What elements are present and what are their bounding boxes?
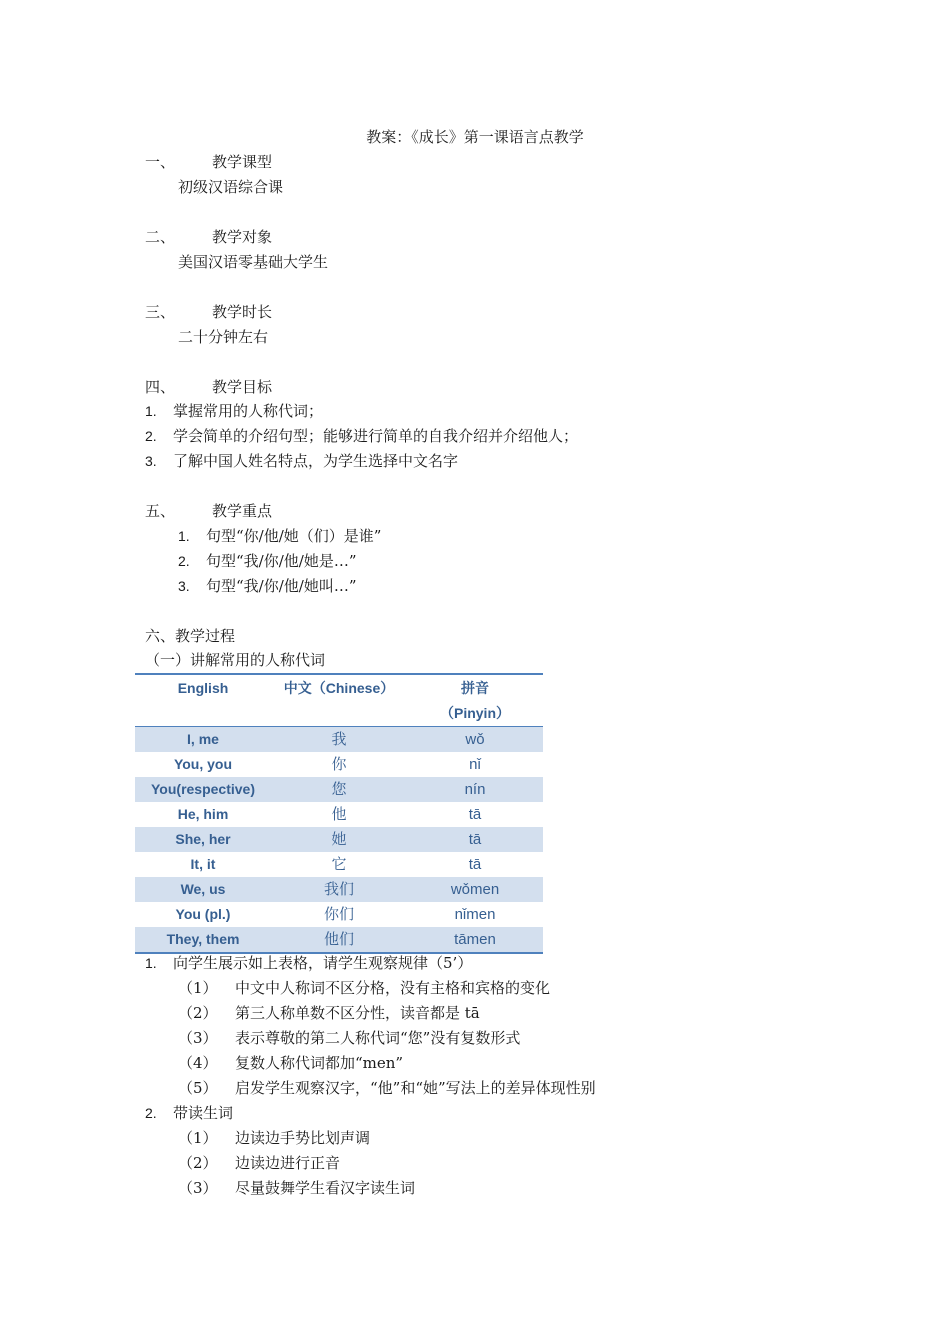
section-number: 四、 [145,378,176,396]
sub-item [178,1126,370,1151]
section-title: 教学目标 [212,378,273,396]
sub-number: （1） [178,1129,218,1147]
key-point-item [178,524,381,549]
table-row [135,927,543,953]
pinyin-cell: nǐ [469,756,481,773]
pinyin-cell: nǐmen [454,906,496,923]
column-header-chinese: 中文（Chinese） [271,674,407,727]
chinese-cell: 他们 [271,927,407,953]
step-item [145,1101,233,1126]
sub-text: 复数人称代词都加“men” [235,1054,404,1072]
section-title: 教学重点 [212,502,273,520]
table-row [135,752,543,777]
sub-number: （4） [178,1054,218,1072]
pinyin-cell: tā [468,806,482,823]
list-number: 3. [145,453,157,469]
section-title: 教学时长 [212,303,273,321]
section-title: 教学课型 [212,153,273,171]
pronoun-table [135,673,543,954]
list-text: 了解中国人姓名特点，为学生选择中文名字 [173,452,459,470]
english-cell: You (pl.) [175,906,231,922]
sub-text: 第三人称单数不区分性，读音都是 tā [235,1004,480,1022]
sub-text: 中文中人称词不区分格，没有主格和宾格的变化 [235,979,551,997]
sub-text: 边读边进行正音 [235,1154,341,1172]
list-text: 句型“我/你/他/她是…” [206,552,357,570]
sub-text: 启发学生观察汉字，“他”和“她”写法上的差异体现性别 [235,1079,596,1097]
goal-item [145,449,458,474]
chinese-cell: 您 [271,777,407,802]
english-cell: We, us [135,877,271,902]
list-text: 句型“你/他/她（们）是谁” [206,527,382,545]
pinyin-cell: nín [407,777,543,802]
list-number: 2. [145,428,157,444]
table-header-row [135,674,543,727]
sub-number: （3） [178,1029,218,1047]
goal-item [145,424,578,449]
english-cell: She, her [135,827,271,852]
list-number: 2. [178,553,190,569]
section-content-1: 初级汉语综合课 [178,178,284,196]
chinese-cell: 我们 [271,877,407,902]
sub-number: （2） [178,1154,218,1172]
pinyin-cell: wǒmen [407,877,543,902]
sub-item [178,1001,480,1026]
section-number: 二、 [145,228,176,246]
sub-item [178,976,550,1001]
english-cell: He, him [177,806,229,822]
chinese-cell: 你们 [323,905,354,923]
section-number: 五、 [145,502,176,520]
table-row [135,827,543,852]
sub-item [178,1051,403,1076]
chinese-cell: 她 [271,827,407,852]
english-cell: You, you [173,756,233,772]
english-cell: I, me [135,727,271,753]
pinyin-cell: tāmen [407,927,543,953]
sub-text: 尽量鼓舞学生看汉字读生词 [235,1179,416,1197]
list-text: 学会简单的介绍句型；能够进行简单的自我介绍并介绍他人； [173,427,579,445]
pinyin-header-line1: 拼音 [461,680,489,696]
sub-text: 边读边手势比划声调 [235,1129,371,1147]
section-heading-3 [145,300,272,325]
section-content-2: 美国汉语零基础大学生 [178,253,329,271]
section-heading-5 [145,499,272,524]
sub-number: （2） [178,1004,218,1022]
section-content-3: 二十分钟左右 [178,328,269,346]
key-point-item [178,574,357,599]
process-sub-heading: （一）讲解常用的人称代词 [145,651,326,669]
chinese-cell: 你 [331,755,347,773]
list-number: 2. [145,1105,157,1121]
sub-item [178,1026,520,1051]
english-cell: It, it [190,856,216,872]
sub-item [178,1176,415,1201]
english-cell: They, them [135,927,271,953]
pinyin-cell: wǒ [407,727,543,753]
chinese-cell: 它 [331,855,347,873]
section-heading-2 [145,225,272,250]
table-row [135,902,543,927]
sub-text: 表示尊敬的第二人称代词“您”没有复数形式 [235,1029,521,1047]
chinese-cell: 他 [331,805,347,823]
step-item [145,951,472,976]
table-row [135,877,543,902]
table-row [135,777,543,802]
pinyin-cell: tā [468,856,482,873]
list-text: 掌握常用的人称代词； [173,402,324,420]
list-number: 3. [178,578,190,594]
section-number: 一、 [145,153,176,171]
table-row [135,802,543,827]
table-row [135,852,543,877]
section-number: 三、 [145,303,176,321]
sub-number: （3） [178,1179,218,1197]
list-text: 向学生展示如上表格，请学生观察规律（5’） [173,954,473,972]
section-title: 教学对象 [212,228,273,246]
section-heading-1 [145,150,272,175]
column-header-pinyin [407,674,543,727]
section-heading-4 [145,375,272,400]
sub-item [178,1076,596,1101]
list-number: 1. [178,528,190,544]
list-number: 1. [145,403,157,419]
column-header-english: English [135,674,271,727]
list-text: 句型“我/你/他/她叫…” [206,577,357,595]
chinese-cell: 我 [271,727,407,753]
sub-item [178,1151,340,1176]
list-number: 1. [145,955,157,971]
goal-item [145,399,323,424]
process-heading: 六、教学过程 [145,627,236,645]
key-point-item [178,549,357,574]
pinyin-header-line2: （Pinyin） [439,705,510,721]
page-title: 教案：《成长》第一课语言点教学 [366,128,584,146]
english-cell: You(respective) [135,777,271,802]
table-row [135,727,543,753]
sub-number: （5） [178,1079,218,1097]
sub-number: （1） [178,979,218,997]
pinyin-cell: tā [407,827,543,852]
list-text: 带读生词 [173,1104,234,1122]
